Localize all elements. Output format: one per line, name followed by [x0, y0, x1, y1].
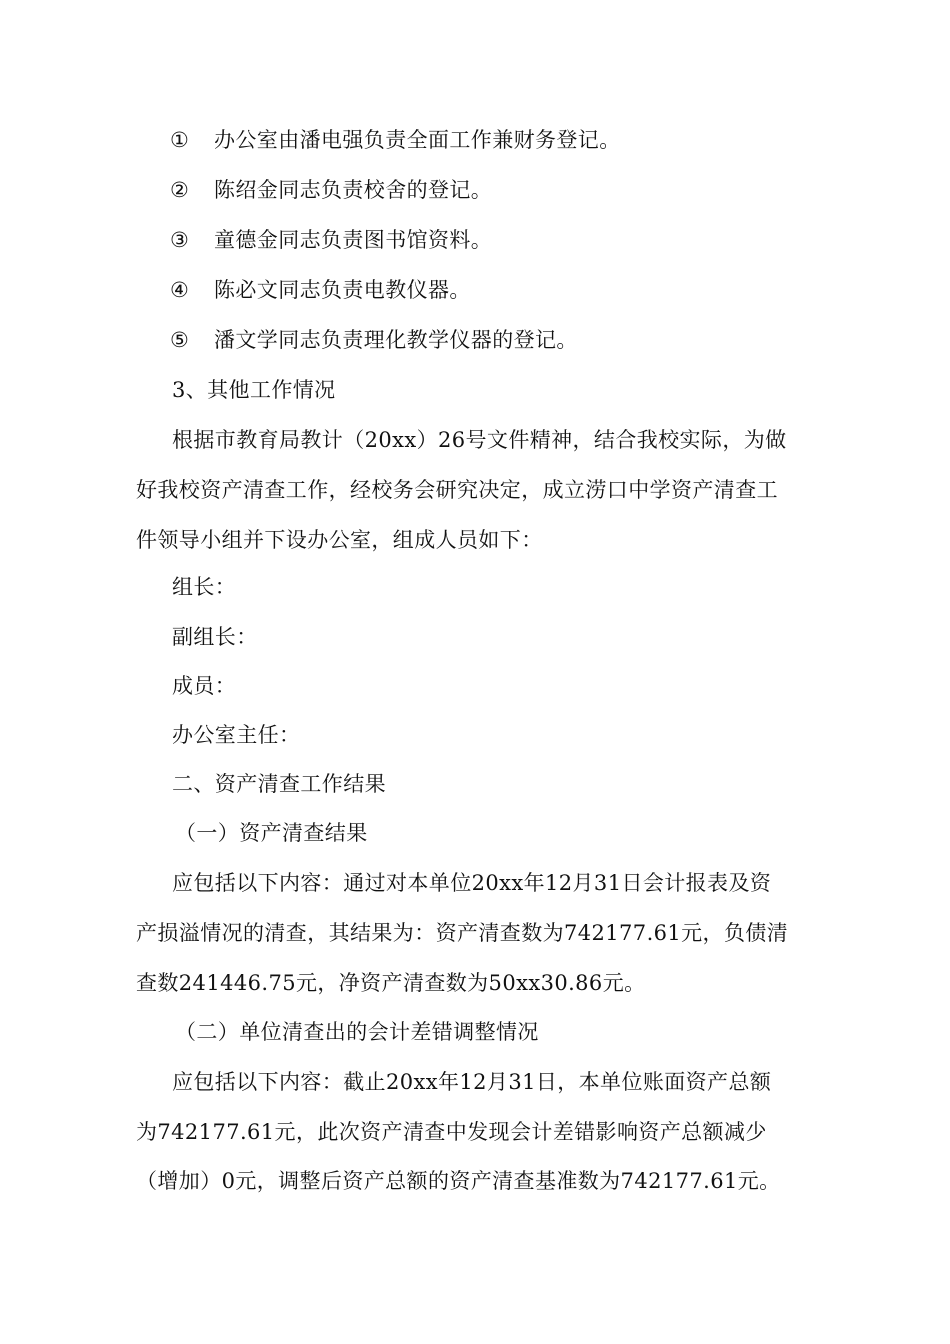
list-item-text: 潘文学同志负责理化教学仪器的登记。 [214, 328, 578, 352]
list-item [170, 276, 471, 304]
section-heading: 3、其他工作情况 [172, 378, 336, 402]
list-marker: ② [170, 178, 190, 202]
role-leader: 组长： [172, 575, 237, 599]
list-marker: ③ [170, 228, 190, 252]
subsection-heading: （一）资产清查结果 [175, 821, 368, 845]
section-heading: 二、资产清查工作结果 [172, 772, 386, 796]
paragraph-line: 根据市教育局教计（20xx）26号文件精神，结合我校实际，为做 [172, 428, 787, 452]
list-item [170, 126, 621, 154]
list-item [170, 176, 492, 204]
subsection-heading: （二）单位清查出的会计差错调整情况 [175, 1020, 539, 1044]
list-marker: ⑤ [170, 328, 190, 352]
list-marker: ① [170, 128, 190, 152]
paragraph-line: 件领导小组并下设办公室，组成人员如下： [136, 528, 543, 552]
paragraph-line: 为742177.61元，此次资产清查中发现会计差错影响资产总额减少 [136, 1120, 767, 1144]
paragraph-line: 应包括以下内容：截止20xx年12月31日，本单位账面资产总额 [172, 1070, 772, 1094]
role-members: 成员： [172, 674, 237, 698]
list-marker: ④ [170, 278, 190, 302]
paragraph-line: 查数241446.75元，净资产清查数为50xx30.86元。 [136, 971, 646, 995]
paragraph-line: 好我校资产清查工作，经校务会研究决定，成立涝口中学资产清查工 [136, 478, 778, 502]
list-item-text: 陈必文同志负责电教仪器。 [214, 278, 471, 302]
list-item [170, 226, 492, 254]
list-item-text: 办公室由潘电强负责全面工作兼财务登记。 [214, 128, 621, 152]
paragraph-line: 应包括以下内容：通过对本单位20xx年12月31日会计报表及资 [172, 871, 772, 895]
list-item [170, 326, 578, 354]
paragraph-line: （增加）0元，调整后资产总额的资产清查基准数为742177.61元。 [136, 1169, 781, 1193]
role-deputy-leader: 副组长： [172, 625, 258, 649]
list-item-text: 童德金同志负责图书馆资料。 [214, 228, 493, 252]
list-item-text: 陈绍金同志负责校舍的登记。 [214, 178, 493, 202]
role-office-director: 办公室主任： [172, 723, 301, 747]
paragraph-line: 产损溢情况的清查，其结果为：资产清查数为742177.61元，负债清 [136, 921, 789, 945]
